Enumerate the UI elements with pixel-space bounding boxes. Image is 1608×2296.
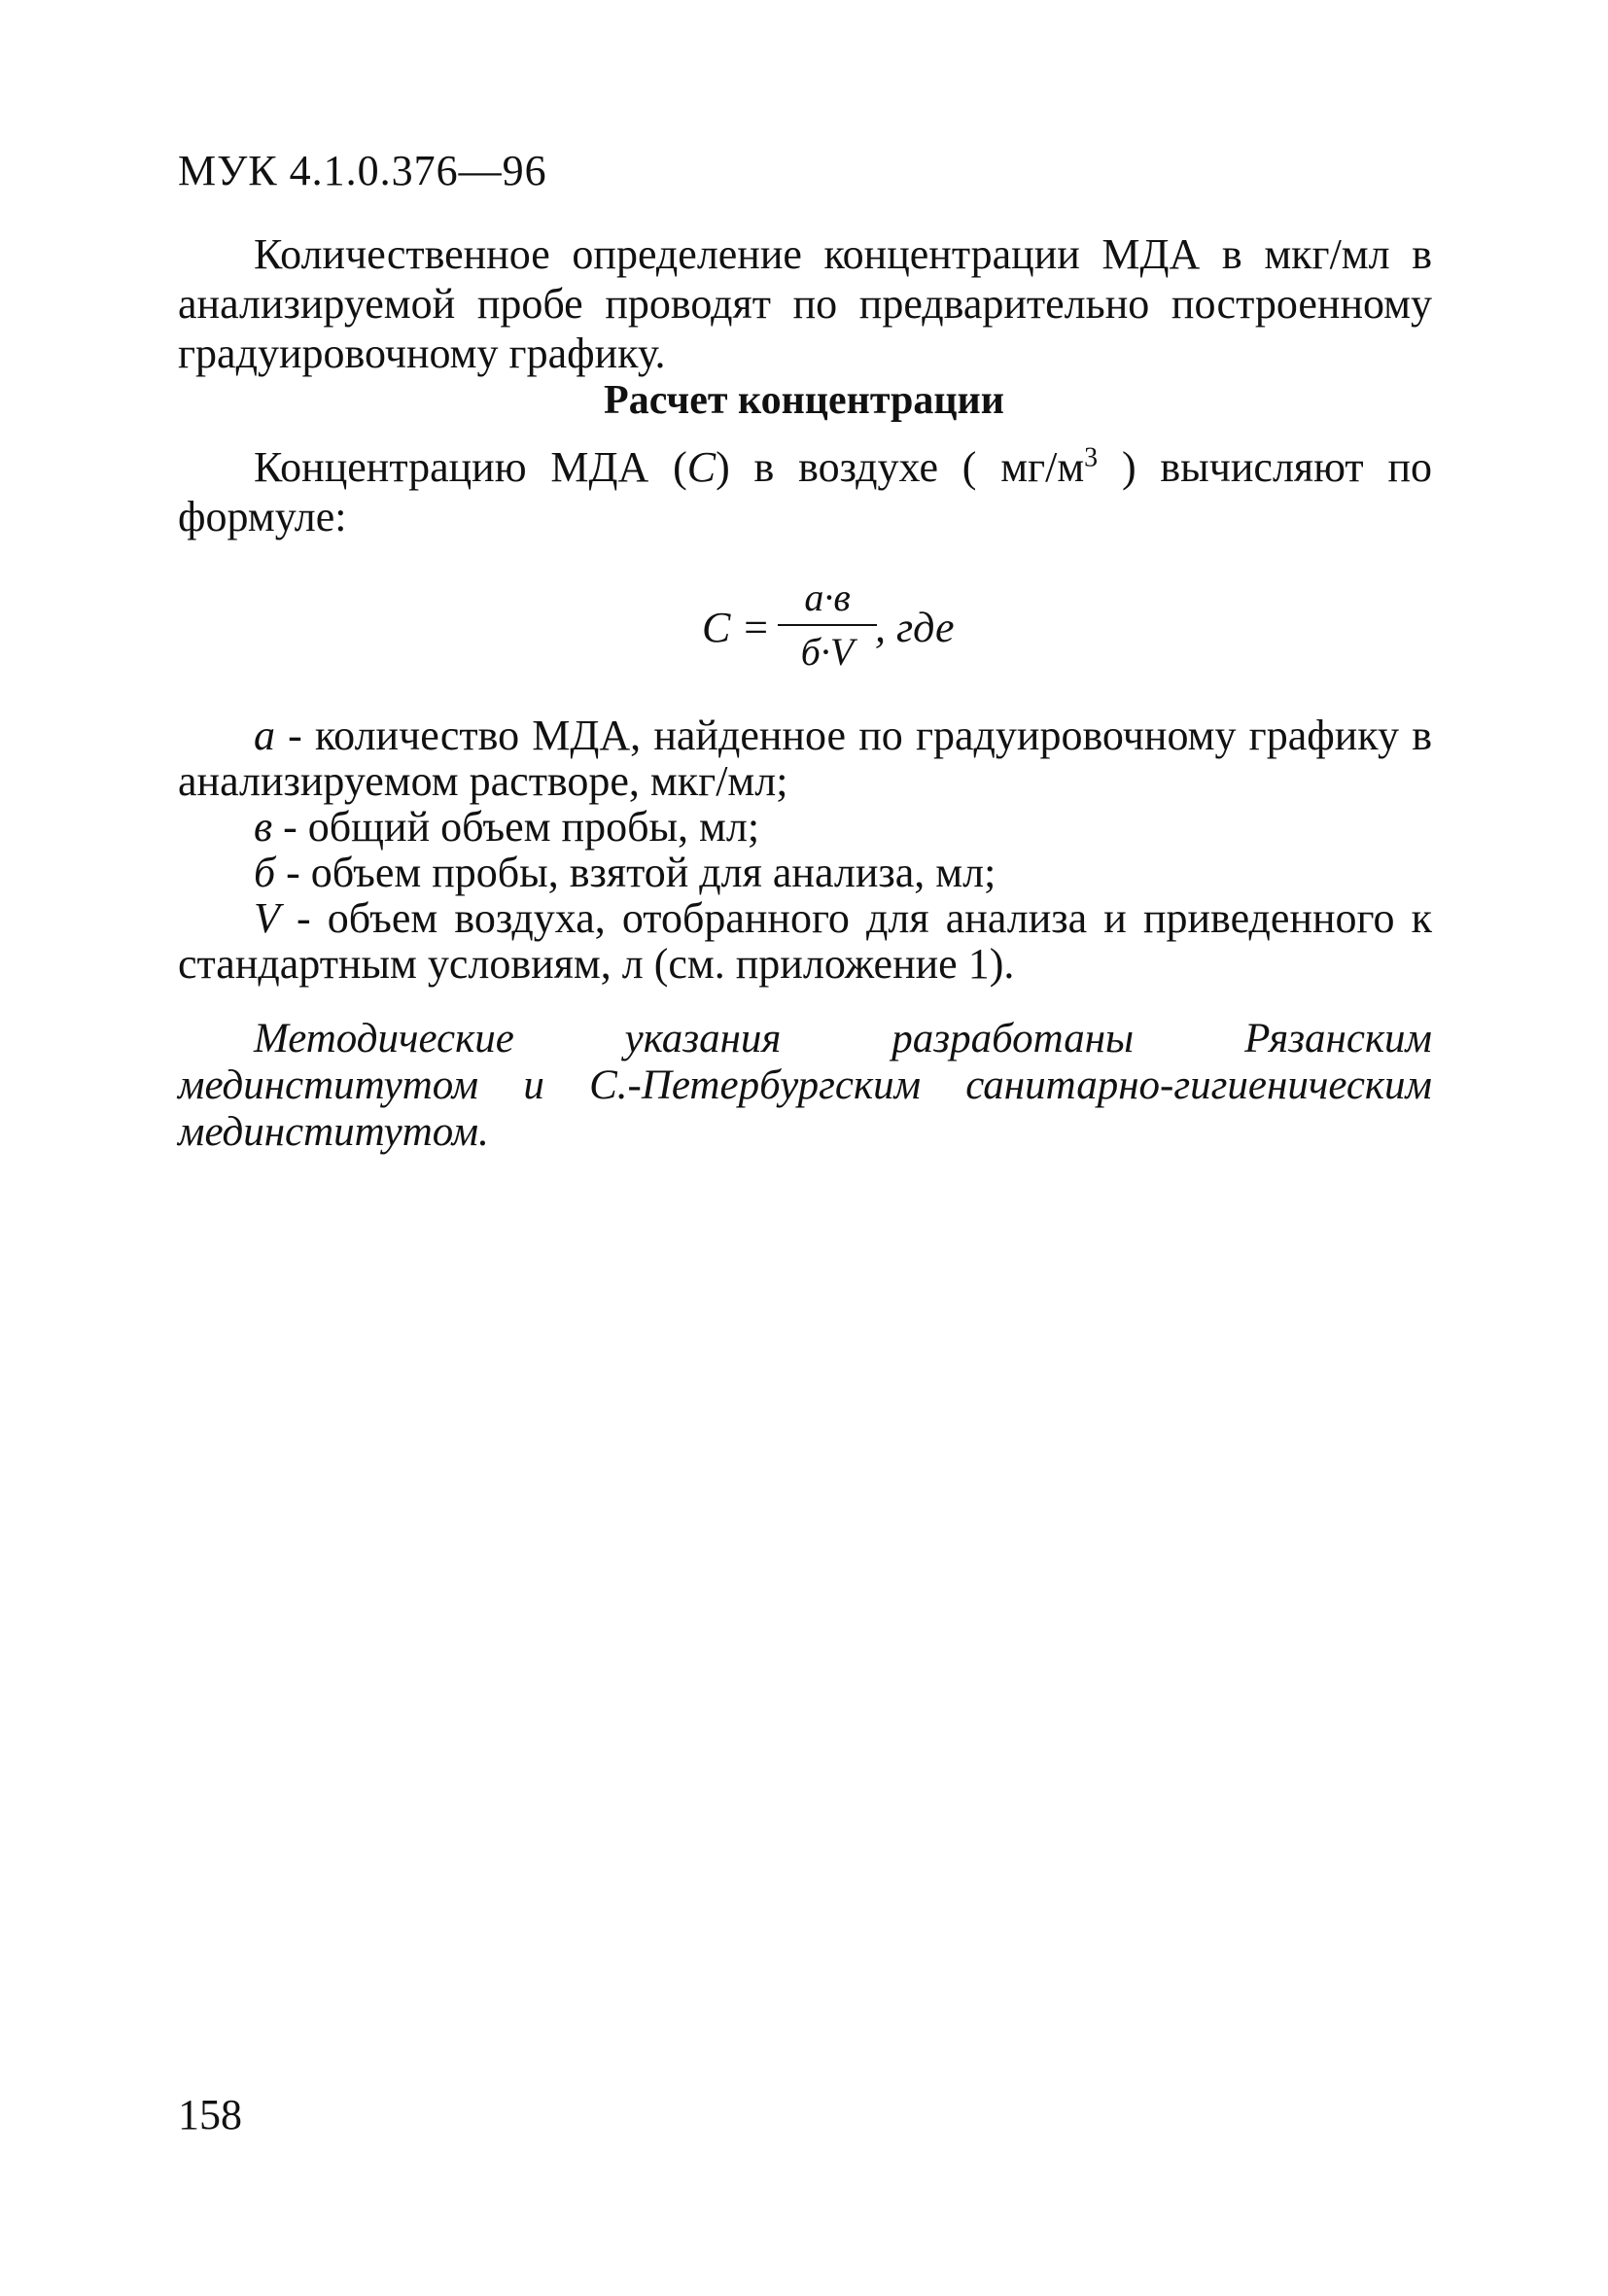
definition-b [178, 850, 1432, 895]
page-number: 158 [178, 2091, 242, 2139]
paragraph-quantitative-determination: Количественное определение концентрации МДА в мкг/мл в анализируемой пробе проводят по предварительно построенному градуировочному графику. [178, 230, 1432, 377]
fraction-bar [778, 624, 877, 626]
definition-text: - общий объем пробы, мл; [272, 803, 760, 851]
formula-tail: , где [875, 604, 955, 651]
definition-text: - количество МДА, найденное по градуировочному графику в анализируемом растворе, мкг/мл; [178, 712, 1432, 805]
para2-superscript: 3 [1084, 442, 1099, 473]
definition-symbol: а [254, 712, 275, 759]
definition-symbol: V [254, 894, 280, 942]
document-code: МУК 4.1.0.376—96 [178, 147, 547, 194]
para2-text-start: Концентрацию МДА ( [254, 443, 687, 491]
concentration-formula [0, 575, 1608, 682]
definition-text: - объем воздуха, отобранного для анализа и приведенного к стандартным условиям, л (см. приложение 1). [178, 894, 1432, 988]
paragraph-concentration-intro [178, 442, 1432, 541]
variable-definitions [178, 713, 1432, 987]
formula-denominator: б·V [800, 630, 855, 674]
formula-numerator: а·в [804, 575, 851, 619]
definition-v-total [178, 804, 1432, 850]
formula-lhs: С = [702, 604, 771, 651]
para2-symbol-c: С [686, 443, 717, 491]
formula-fraction [778, 575, 877, 675]
para2-text-middle: ) в воздухе ( мг/м [716, 443, 1085, 491]
definition-a [178, 713, 1432, 804]
authors-credits: Методические указания разработаны Рязанским мединститутом и С.-Петербургским санитарно-гигиеническим мединститутом. [178, 1016, 1432, 1155]
para2-text-end: ) вычисляют по формуле: [178, 443, 1432, 540]
definition-symbol: в [254, 803, 273, 851]
section-heading: Расчет концентрации [604, 378, 1004, 423]
definition-air-volume [178, 895, 1432, 987]
definition-symbol: б [254, 849, 276, 896]
definition-text: - объем пробы, взятой для анализа, мл; [275, 849, 996, 896]
